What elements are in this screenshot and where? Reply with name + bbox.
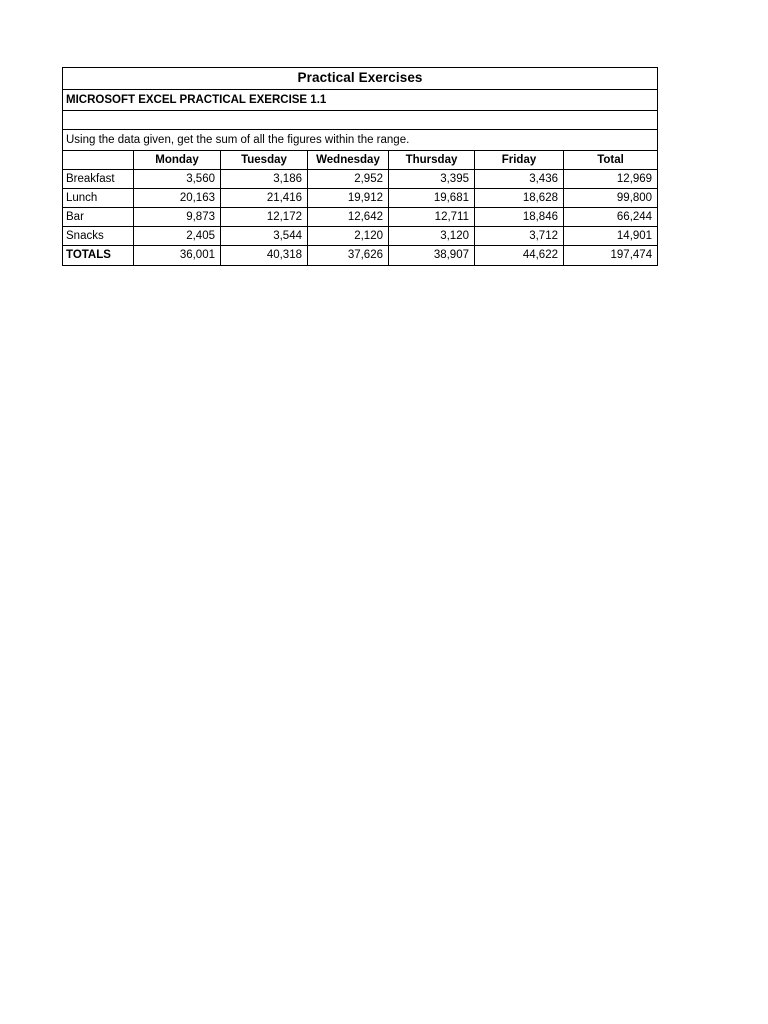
cell-breakfast-total: 12,969 (564, 170, 658, 189)
column-header-wednesday: Wednesday (308, 151, 389, 170)
cell-lunch-tuesday: 21,416 (221, 189, 308, 208)
cell-bar-friday: 18,846 (475, 208, 564, 227)
cell-breakfast-friday: 3,436 (475, 170, 564, 189)
column-header-tuesday: Tuesday (221, 151, 308, 170)
cell-totals-wednesday: 37,626 (308, 246, 389, 266)
cell-bar-total: 66,244 (564, 208, 658, 227)
cell-lunch-monday: 20,163 (134, 189, 221, 208)
spacer-cell (63, 111, 658, 130)
cell-totals-monday: 36,001 (134, 246, 221, 266)
row-label-totals: TOTALS (63, 246, 134, 266)
table-row (63, 227, 658, 246)
instruction-row (63, 130, 658, 151)
column-header-row (63, 151, 658, 170)
cell-lunch-total: 99,800 (564, 189, 658, 208)
column-header-friday: Friday (475, 151, 564, 170)
cell-totals-total: 197,474 (564, 246, 658, 266)
cell-lunch-thursday: 19,681 (389, 189, 475, 208)
cell-totals-tuesday: 40,318 (221, 246, 308, 266)
cell-totals-friday: 44,622 (475, 246, 564, 266)
cell-lunch-wednesday: 19,912 (308, 189, 389, 208)
cell-bar-tuesday: 12,172 (221, 208, 308, 227)
row-label-snacks: Snacks (63, 227, 134, 246)
cell-lunch-friday: 18,628 (475, 189, 564, 208)
column-header-corner (63, 151, 134, 170)
cell-totals-thursday: 38,907 (389, 246, 475, 266)
row-label-breakfast: Breakfast (63, 170, 134, 189)
column-header-monday: Monday (134, 151, 221, 170)
cell-snacks-wednesday: 2,120 (308, 227, 389, 246)
cell-breakfast-thursday: 3,395 (389, 170, 475, 189)
banner-title: Practical Exercises (63, 68, 658, 90)
totals-row (63, 246, 658, 266)
table-row (63, 170, 658, 189)
cell-snacks-thursday: 3,120 (389, 227, 475, 246)
cell-bar-monday: 9,873 (134, 208, 221, 227)
table-row (63, 208, 658, 227)
cell-snacks-total: 14,901 (564, 227, 658, 246)
table-row (63, 189, 658, 208)
exercise-title-row (63, 90, 658, 111)
instruction-text: Using the data given, get the sum of all the figures within the range. (63, 130, 658, 151)
cell-breakfast-monday: 3,560 (134, 170, 221, 189)
banner-title-row (63, 68, 658, 90)
exercise-title: MICROSOFT EXCEL PRACTICAL EXERCISE 1.1 (63, 90, 658, 111)
cell-bar-thursday: 12,711 (389, 208, 475, 227)
cell-breakfast-tuesday: 3,186 (221, 170, 308, 189)
cell-snacks-tuesday: 3,544 (221, 227, 308, 246)
spacer-row (63, 111, 658, 130)
cell-snacks-friday: 3,712 (475, 227, 564, 246)
cell-snacks-monday: 2,405 (134, 227, 221, 246)
row-label-bar: Bar (63, 208, 134, 227)
cell-breakfast-wednesday: 2,952 (308, 170, 389, 189)
column-header-total: Total (564, 151, 658, 170)
row-label-lunch: Lunch (63, 189, 134, 208)
practical-exercise-sheet (62, 67, 658, 266)
column-header-thursday: Thursday (389, 151, 475, 170)
cell-bar-wednesday: 12,642 (308, 208, 389, 227)
